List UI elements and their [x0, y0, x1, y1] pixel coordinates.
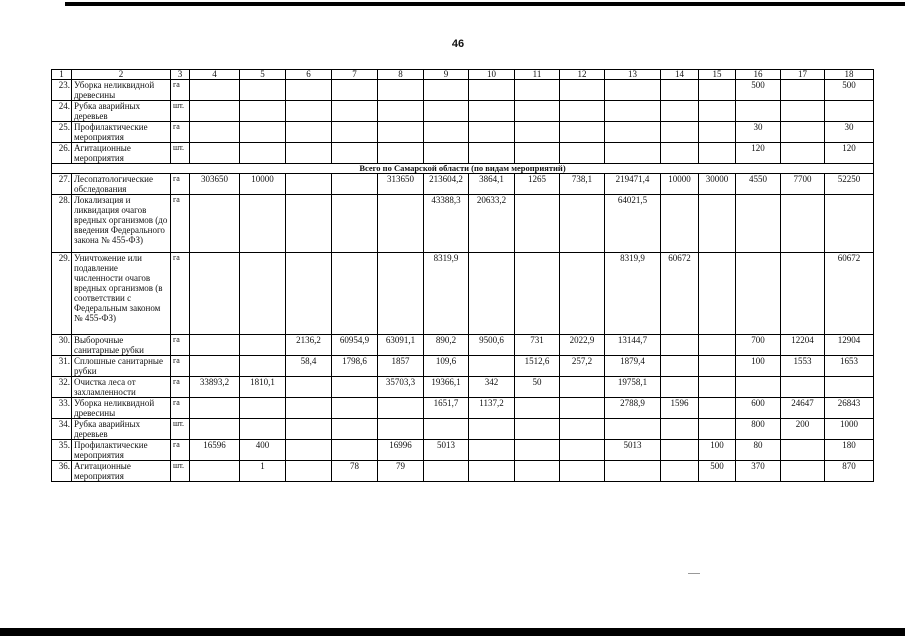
unit: га [171, 440, 190, 461]
value-cell [286, 101, 332, 122]
value-cell [378, 419, 424, 440]
value-cell: 1553 [781, 356, 825, 377]
value-cell [332, 377, 378, 398]
value-cell: 12204 [781, 335, 825, 356]
activity-name: Рубка аварийных деревьев [72, 101, 171, 122]
value-cell: 30 [825, 122, 874, 143]
value-cell [699, 253, 736, 335]
row-number: 24. [52, 101, 72, 122]
value-cell [378, 195, 424, 253]
value-cell [781, 122, 825, 143]
unit: га [171, 253, 190, 335]
value-cell [661, 143, 699, 164]
value-cell [469, 101, 515, 122]
column-number: 9 [424, 70, 469, 80]
activity-name: Профилактические мероприятия [72, 122, 171, 143]
value-cell: 3864,1 [469, 174, 515, 195]
value-cell [515, 195, 560, 253]
value-cell [190, 398, 240, 419]
value-cell [515, 398, 560, 419]
value-cell: 30 [736, 122, 781, 143]
value-cell [781, 461, 825, 482]
value-cell [378, 122, 424, 143]
table-row [52, 419, 874, 440]
value-cell [424, 80, 469, 101]
value-cell [781, 440, 825, 461]
value-cell [332, 440, 378, 461]
value-cell: 180 [825, 440, 874, 461]
value-cell [560, 398, 605, 419]
column-number: 14 [661, 70, 699, 80]
value-cell [332, 398, 378, 419]
value-cell: 8319,9 [424, 253, 469, 335]
column-number: 11 [515, 70, 560, 80]
value-cell [515, 101, 560, 122]
row-number: 34. [52, 419, 72, 440]
unit: га [171, 335, 190, 356]
table-row [52, 80, 874, 101]
value-cell [560, 419, 605, 440]
value-cell [699, 335, 736, 356]
unit: шт. [171, 461, 190, 482]
value-cell: 5013 [605, 440, 661, 461]
value-cell [781, 101, 825, 122]
value-cell [469, 419, 515, 440]
value-cell [469, 356, 515, 377]
value-cell [661, 80, 699, 101]
value-cell [424, 122, 469, 143]
value-cell [661, 356, 699, 377]
value-cell [661, 419, 699, 440]
value-cell [661, 101, 699, 122]
value-cell [190, 253, 240, 335]
value-cell [699, 419, 736, 440]
value-cell [560, 461, 605, 482]
value-cell: 2022,9 [560, 335, 605, 356]
value-cell [605, 461, 661, 482]
column-number: 5 [240, 70, 286, 80]
value-cell: 890,2 [424, 335, 469, 356]
value-cell [515, 440, 560, 461]
value-cell: 10000 [661, 174, 699, 195]
value-cell: 20633,2 [469, 195, 515, 253]
activity-name: Профилактические мероприятия [72, 440, 171, 461]
unit: га [171, 80, 190, 101]
value-cell: 16596 [190, 440, 240, 461]
value-cell: 13144,7 [605, 335, 661, 356]
value-cell [699, 122, 736, 143]
value-cell [781, 195, 825, 253]
value-cell [424, 101, 469, 122]
value-cell [190, 143, 240, 164]
value-cell: 78 [332, 461, 378, 482]
value-cell [378, 80, 424, 101]
value-cell [378, 398, 424, 419]
row-number: 36. [52, 461, 72, 482]
value-cell: 24647 [781, 398, 825, 419]
value-cell: 1137,2 [469, 398, 515, 419]
unit: га [171, 377, 190, 398]
value-cell [190, 80, 240, 101]
value-cell [190, 356, 240, 377]
value-cell: 7700 [781, 174, 825, 195]
value-cell [605, 122, 661, 143]
value-cell [240, 80, 286, 101]
value-cell [699, 195, 736, 253]
value-cell: 313650 [378, 174, 424, 195]
value-cell: 500 [825, 80, 874, 101]
value-cell [736, 253, 781, 335]
column-number: 18 [825, 70, 874, 80]
value-cell [560, 122, 605, 143]
value-cell: 500 [736, 80, 781, 101]
value-cell: 800 [736, 419, 781, 440]
value-cell [699, 377, 736, 398]
value-cell [661, 377, 699, 398]
column-number: 8 [378, 70, 424, 80]
value-cell [515, 253, 560, 335]
scan-mark [688, 573, 700, 574]
value-cell: 738,1 [560, 174, 605, 195]
section-title: Всего по Самарской области (по видам мероприятий) [52, 164, 874, 174]
value-cell: 120 [736, 143, 781, 164]
value-cell [240, 143, 286, 164]
value-cell [661, 122, 699, 143]
value-cell [378, 143, 424, 164]
data-table [51, 69, 874, 482]
table-row [52, 356, 874, 377]
row-number: 28. [52, 195, 72, 253]
table-row [52, 195, 874, 253]
column-number: 7 [332, 70, 378, 80]
row-number: 26. [52, 143, 72, 164]
value-cell: 109,6 [424, 356, 469, 377]
value-cell: 43388,3 [424, 195, 469, 253]
value-cell: 500 [699, 461, 736, 482]
value-cell [736, 377, 781, 398]
value-cell [560, 143, 605, 164]
value-cell [560, 195, 605, 253]
column-number-row [52, 70, 874, 80]
unit: шт. [171, 143, 190, 164]
value-cell: 60672 [661, 253, 699, 335]
row-number: 31. [52, 356, 72, 377]
value-cell [560, 80, 605, 101]
value-cell: 35703,3 [378, 377, 424, 398]
value-cell [661, 335, 699, 356]
row-number: 29. [52, 253, 72, 335]
value-cell: 1596 [661, 398, 699, 419]
value-cell: 5013 [424, 440, 469, 461]
value-cell [699, 101, 736, 122]
value-cell [605, 143, 661, 164]
row-number: 33. [52, 398, 72, 419]
value-cell [424, 419, 469, 440]
value-cell: 1653 [825, 356, 874, 377]
value-cell: 16996 [378, 440, 424, 461]
table-row [52, 440, 874, 461]
table-row [52, 101, 874, 122]
row-number: 27. [52, 174, 72, 195]
value-cell: 1857 [378, 356, 424, 377]
table-row [52, 377, 874, 398]
row-number: 32. [52, 377, 72, 398]
value-cell: 1651,7 [424, 398, 469, 419]
value-cell [605, 101, 661, 122]
value-cell [286, 440, 332, 461]
table-row [52, 174, 874, 195]
value-cell: 870 [825, 461, 874, 482]
page-number: 46 [451, 38, 465, 50]
column-number: 3 [171, 70, 190, 80]
column-number: 12 [560, 70, 605, 80]
value-cell: 30000 [699, 174, 736, 195]
value-cell: 219471,4 [605, 174, 661, 195]
value-cell: 80 [736, 440, 781, 461]
value-cell: 52250 [825, 174, 874, 195]
value-cell [515, 143, 560, 164]
unit: га [171, 356, 190, 377]
activity-name: Лесопатологические обследования [72, 174, 171, 195]
activity-name: Агитационные мероприятия [72, 461, 171, 482]
value-cell: 1798,6 [332, 356, 378, 377]
value-cell [605, 419, 661, 440]
value-cell: 26843 [825, 398, 874, 419]
value-cell [286, 143, 332, 164]
column-number: 4 [190, 70, 240, 80]
value-cell [469, 253, 515, 335]
value-cell [699, 143, 736, 164]
activity-name: Уничтожение или подавление численности очагов вредных организмов (в соответствии с Федеральным законом № 455-ФЗ) [72, 253, 171, 335]
column-number: 13 [605, 70, 661, 80]
row-number: 25. [52, 122, 72, 143]
activity-name: Уборка неликвидной древесины [72, 398, 171, 419]
value-cell [286, 122, 332, 143]
value-cell [286, 174, 332, 195]
unit: га [171, 398, 190, 419]
activity-name: Сплошные санитарные рубки [72, 356, 171, 377]
value-cell [286, 461, 332, 482]
value-cell [240, 398, 286, 419]
activity-name: Рубка аварийных деревьев [72, 419, 171, 440]
value-cell: 50 [515, 377, 560, 398]
table-row [52, 143, 874, 164]
column-number: 6 [286, 70, 332, 80]
value-cell: 200 [781, 419, 825, 440]
value-cell [332, 122, 378, 143]
value-cell: 1265 [515, 174, 560, 195]
top-border-line [65, 2, 905, 6]
value-cell: 9500,6 [469, 335, 515, 356]
value-cell [781, 253, 825, 335]
value-cell: 60672 [825, 253, 874, 335]
value-cell [332, 143, 378, 164]
value-cell [332, 101, 378, 122]
column-number: 17 [781, 70, 825, 80]
value-cell: 342 [469, 377, 515, 398]
bottom-border-line [0, 628, 905, 636]
value-cell [736, 195, 781, 253]
value-cell [825, 377, 874, 398]
value-cell [781, 143, 825, 164]
value-cell [332, 419, 378, 440]
value-cell [286, 80, 332, 101]
value-cell [699, 356, 736, 377]
value-cell [240, 253, 286, 335]
value-cell: 8319,9 [605, 253, 661, 335]
unit: га [171, 174, 190, 195]
value-cell [781, 80, 825, 101]
value-cell [190, 335, 240, 356]
value-cell [190, 419, 240, 440]
value-cell: 1 [240, 461, 286, 482]
value-cell [661, 440, 699, 461]
section-row [52, 164, 874, 174]
column-number: 16 [736, 70, 781, 80]
value-cell: 12904 [825, 335, 874, 356]
activity-name: Уборка неликвидной древесины [72, 80, 171, 101]
value-cell [240, 195, 286, 253]
value-cell [286, 253, 332, 335]
value-cell: 2788,9 [605, 398, 661, 419]
value-cell [240, 122, 286, 143]
value-cell: 33893,2 [190, 377, 240, 398]
unit: шт. [171, 101, 190, 122]
value-cell [378, 253, 424, 335]
value-cell [469, 80, 515, 101]
value-cell: 100 [699, 440, 736, 461]
table-row [52, 398, 874, 419]
value-cell: 700 [736, 335, 781, 356]
value-cell [378, 101, 424, 122]
value-cell [240, 101, 286, 122]
value-cell [699, 398, 736, 419]
column-number: 15 [699, 70, 736, 80]
value-cell: 2136,2 [286, 335, 332, 356]
value-cell: 100 [736, 356, 781, 377]
value-cell: 10000 [240, 174, 286, 195]
row-number: 35. [52, 440, 72, 461]
value-cell [240, 335, 286, 356]
value-cell: 1512,6 [515, 356, 560, 377]
value-cell [825, 101, 874, 122]
row-number: 23. [52, 80, 72, 101]
value-cell [469, 461, 515, 482]
table-row [52, 461, 874, 482]
value-cell [240, 419, 286, 440]
value-cell [515, 461, 560, 482]
value-cell: 64021,5 [605, 195, 661, 253]
value-cell [825, 195, 874, 253]
value-cell: 19758,1 [605, 377, 661, 398]
value-cell [781, 377, 825, 398]
value-cell: 19366,1 [424, 377, 469, 398]
value-cell [332, 253, 378, 335]
value-cell [424, 461, 469, 482]
value-cell: 1810,1 [240, 377, 286, 398]
value-cell [661, 461, 699, 482]
value-cell: 370 [736, 461, 781, 482]
table-row [52, 335, 874, 356]
value-cell [515, 122, 560, 143]
value-cell [515, 419, 560, 440]
value-cell: 1000 [825, 419, 874, 440]
column-number: 1 [52, 70, 72, 80]
value-cell [190, 461, 240, 482]
value-cell: 213604,2 [424, 174, 469, 195]
value-cell [469, 440, 515, 461]
value-cell [661, 195, 699, 253]
table-row [52, 253, 874, 335]
value-cell [424, 143, 469, 164]
value-cell [332, 174, 378, 195]
column-number: 10 [469, 70, 515, 80]
value-cell: 257,2 [560, 356, 605, 377]
value-cell [560, 377, 605, 398]
value-cell [469, 143, 515, 164]
value-cell: 4550 [736, 174, 781, 195]
value-cell [190, 101, 240, 122]
activity-name: Выборочные санитарные рубки [72, 335, 171, 356]
activity-name: Очистка леса от захламленности [72, 377, 171, 398]
value-cell [286, 419, 332, 440]
value-cell: 1879,4 [605, 356, 661, 377]
value-cell: 79 [378, 461, 424, 482]
value-cell: 303650 [190, 174, 240, 195]
value-cell [190, 195, 240, 253]
table-row [52, 122, 874, 143]
activity-name: Локализация и ликвидация очагов вредных организмов (до введения Федерального закона № 455-ФЗ) [72, 195, 171, 253]
value-cell [286, 377, 332, 398]
value-cell [605, 80, 661, 101]
value-cell [560, 101, 605, 122]
row-number: 30. [52, 335, 72, 356]
table-body [52, 70, 874, 482]
value-cell [240, 356, 286, 377]
value-cell: 58,4 [286, 356, 332, 377]
activity-name: Агитационные мероприятия [72, 143, 171, 164]
unit: га [171, 122, 190, 143]
value-cell: 60954,9 [332, 335, 378, 356]
unit: шт. [171, 419, 190, 440]
value-cell [560, 253, 605, 335]
value-cell [190, 122, 240, 143]
value-cell: 63091,1 [378, 335, 424, 356]
value-cell [469, 122, 515, 143]
value-cell [286, 398, 332, 419]
value-cell [332, 80, 378, 101]
value-cell [736, 101, 781, 122]
value-cell [515, 80, 560, 101]
unit: га [171, 195, 190, 253]
value-cell [332, 195, 378, 253]
value-cell: 120 [825, 143, 874, 164]
value-cell: 400 [240, 440, 286, 461]
value-cell [699, 80, 736, 101]
value-cell: 731 [515, 335, 560, 356]
value-cell [286, 195, 332, 253]
value-cell: 600 [736, 398, 781, 419]
column-number: 2 [72, 70, 171, 80]
value-cell [560, 440, 605, 461]
